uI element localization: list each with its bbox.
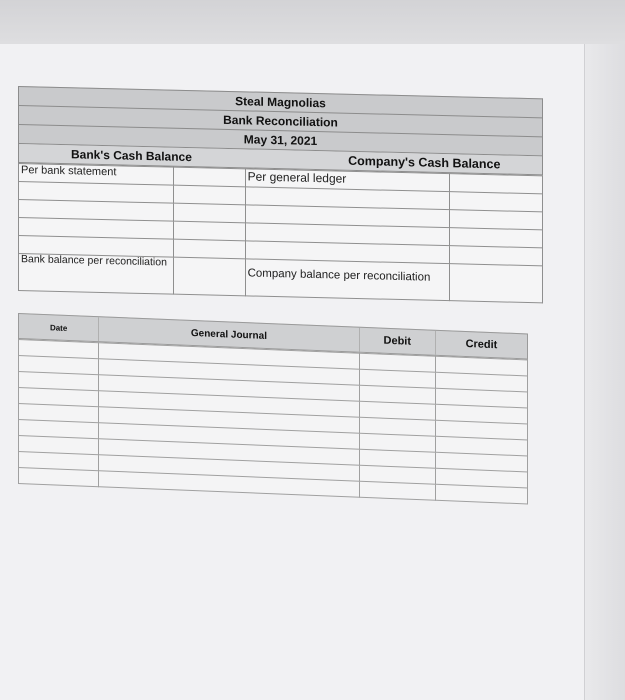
company-amount-cell[interactable] [450,246,543,266]
right-edge-panel [584,44,625,700]
date-cell[interactable] [19,468,99,487]
company-last-row-label: Company balance per reconciliation [245,259,450,301]
company-total-cell[interactable] [450,264,543,303]
bank-last-row-label: Bank balance per reconciliation [19,254,174,295]
bank-reconciliation-table [18,86,543,303]
company-name: Steal Magnolias [19,87,542,118]
debit-column-header: Debit [360,328,436,355]
credit-cell[interactable] [436,484,528,504]
bank-amount-cell[interactable] [173,203,245,223]
journal-grid [18,339,528,504]
report-date: May 31, 2021 [19,125,542,156]
debit-cell[interactable] [360,481,436,500]
company-cash-balance-heading: Company's Cash Balance [348,153,501,172]
photo-top-edge [0,0,625,45]
bank-amount-cell[interactable] [173,239,245,259]
bank-cash-balance-heading: Bank's Cash Balance [71,147,192,165]
company-amount-cell[interactable] [450,174,543,194]
bank-amount-cell[interactable] [173,167,245,187]
general-journal-table [18,313,528,504]
bank-amount-cell[interactable] [173,185,245,205]
company-amount-cell[interactable] [450,192,543,212]
report-title: Bank Reconciliation [19,106,542,137]
company-first-row-label: Per general ledger [245,169,450,192]
credit-column-header: Credit [465,337,498,352]
general-journal-column-header: General Journal [99,317,359,351]
bank-first-row-label: Per bank statement [19,164,174,186]
company-amount-cell[interactable] [450,228,543,248]
reconciliation-header [18,86,543,175]
date-column-header: Date [19,314,99,341]
reconciliation-grid [18,163,543,303]
bank-total-cell[interactable] [173,257,245,296]
company-amount-cell[interactable] [450,210,543,230]
bank-amount-cell[interactable] [173,221,245,241]
